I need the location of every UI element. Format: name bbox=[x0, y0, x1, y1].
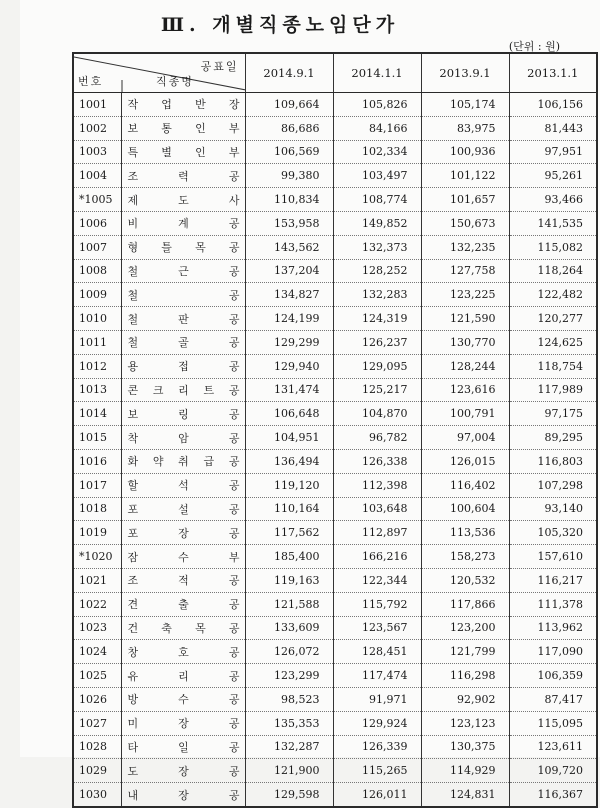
job-name bbox=[121, 664, 245, 688]
job-name bbox=[121, 354, 245, 378]
header-job-name: 직종명 bbox=[156, 75, 194, 88]
page-title: Ⅲ. 개별직종노임단가 bbox=[160, 14, 400, 36]
job-code: 1026 bbox=[73, 687, 121, 711]
job-code: 1029 bbox=[73, 759, 121, 783]
wage-value: 100,604 bbox=[421, 497, 509, 521]
table-row bbox=[73, 592, 597, 616]
job-code: 1016 bbox=[73, 449, 121, 473]
wage-table bbox=[72, 52, 598, 808]
job-code: 1018 bbox=[73, 497, 121, 521]
job-name-text: 방 수 공 bbox=[127, 693, 240, 707]
job-name-text: 건 축 목 공 bbox=[127, 621, 240, 635]
wage-value: 126,072 bbox=[245, 640, 333, 664]
job-code: 1002 bbox=[73, 116, 121, 140]
job-name-text: 미 장 공 bbox=[127, 717, 240, 731]
table-row bbox=[73, 330, 597, 354]
table-row bbox=[73, 354, 597, 378]
table-row bbox=[73, 93, 597, 117]
job-code: 1021 bbox=[73, 568, 121, 592]
wage-value: 115,792 bbox=[333, 592, 421, 616]
job-code: 1024 bbox=[73, 640, 121, 664]
job-name-text: 창 호 공 bbox=[127, 645, 240, 659]
job-name bbox=[121, 449, 245, 473]
job-name bbox=[121, 783, 245, 807]
job-code: 1004 bbox=[73, 164, 121, 188]
wage-value: 107,298 bbox=[509, 473, 597, 497]
wage-value: 117,474 bbox=[333, 664, 421, 688]
job-name bbox=[121, 545, 245, 569]
wage-value: 93,140 bbox=[509, 497, 597, 521]
header-row bbox=[73, 53, 597, 93]
table-row bbox=[73, 783, 597, 807]
wage-value: 132,373 bbox=[333, 235, 421, 259]
wage-value: 114,929 bbox=[421, 759, 509, 783]
wage-value: 96,782 bbox=[333, 426, 421, 450]
wage-value: 143,562 bbox=[245, 235, 333, 259]
job-name-text: 할 석 공 bbox=[127, 479, 240, 493]
wage-value: 83,975 bbox=[421, 116, 509, 140]
wage-value: 108,774 bbox=[333, 188, 421, 212]
table-row bbox=[73, 140, 597, 164]
wage-value: 104,870 bbox=[333, 402, 421, 426]
job-code: 1030 bbox=[73, 783, 121, 807]
job-name bbox=[121, 592, 245, 616]
job-code: *1020 bbox=[73, 545, 121, 569]
wage-value: 102,334 bbox=[333, 140, 421, 164]
job-name-text: 조 적 공 bbox=[127, 574, 240, 588]
wage-value: 136,494 bbox=[245, 449, 333, 473]
job-code: 1007 bbox=[73, 235, 121, 259]
job-name-text: 콘 크 리 트 공 bbox=[127, 383, 240, 397]
wage-value: 116,367 bbox=[509, 783, 597, 807]
wage-value: 141,535 bbox=[509, 211, 597, 235]
job-name bbox=[121, 402, 245, 426]
table-row bbox=[73, 426, 597, 450]
job-name bbox=[121, 687, 245, 711]
job-name-text: 내 장 공 bbox=[127, 788, 240, 802]
job-name-text: 유 리 공 bbox=[127, 669, 240, 683]
job-name bbox=[121, 568, 245, 592]
wage-value: 113,536 bbox=[421, 521, 509, 545]
wage-value: 124,199 bbox=[245, 307, 333, 331]
wage-value: 124,625 bbox=[509, 330, 597, 354]
job-code: 1025 bbox=[73, 664, 121, 688]
job-name-text: 조 력 공 bbox=[127, 169, 240, 183]
wage-value: 133,609 bbox=[245, 616, 333, 640]
wage-value: 115,082 bbox=[509, 235, 597, 259]
wage-value: 127,758 bbox=[421, 259, 509, 283]
job-code: 1003 bbox=[73, 140, 121, 164]
wage-value: 129,940 bbox=[245, 354, 333, 378]
job-code: 1001 bbox=[73, 93, 121, 117]
job-name-text: 도 장 공 bbox=[127, 764, 240, 778]
header-date: 2013.1.1 bbox=[509, 53, 597, 93]
wage-value: 121,590 bbox=[421, 307, 509, 331]
wage-value: 123,611 bbox=[509, 735, 597, 759]
table-row bbox=[73, 116, 597, 140]
table-row bbox=[73, 711, 597, 735]
job-code: 1019 bbox=[73, 521, 121, 545]
job-name-text: 보 링 공 bbox=[127, 407, 240, 421]
wage-value: 126,237 bbox=[333, 330, 421, 354]
table-row bbox=[73, 164, 597, 188]
table-row bbox=[73, 449, 597, 473]
wage-value: 123,299 bbox=[245, 664, 333, 688]
job-name-text: 철 골 공 bbox=[127, 336, 240, 350]
wage-value: 116,217 bbox=[509, 568, 597, 592]
wage-value: 112,398 bbox=[333, 473, 421, 497]
wage-value: 128,252 bbox=[333, 259, 421, 283]
wage-value: 150,673 bbox=[421, 211, 509, 235]
wage-value: 131,474 bbox=[245, 378, 333, 402]
wage-value: 104,951 bbox=[245, 426, 333, 450]
wage-value: 106,569 bbox=[245, 140, 333, 164]
table-row bbox=[73, 188, 597, 212]
wage-value: 113,962 bbox=[509, 616, 597, 640]
job-code: 1010 bbox=[73, 307, 121, 331]
job-code: 1022 bbox=[73, 592, 121, 616]
wage-value: 126,015 bbox=[421, 449, 509, 473]
wage-value: 103,648 bbox=[333, 497, 421, 521]
wage-value: 153,958 bbox=[245, 211, 333, 235]
wage-value: 137,204 bbox=[245, 259, 333, 283]
wage-value: 117,989 bbox=[509, 378, 597, 402]
wage-value: 134,827 bbox=[245, 283, 333, 307]
wage-value: 130,770 bbox=[421, 330, 509, 354]
job-name-text: 철 공 bbox=[127, 288, 240, 302]
table-row bbox=[73, 497, 597, 521]
job-code: 1006 bbox=[73, 211, 121, 235]
wage-value: 89,295 bbox=[509, 426, 597, 450]
wage-value: 93,466 bbox=[509, 188, 597, 212]
job-name-text: 특 별 인 부 bbox=[127, 145, 240, 159]
table-row bbox=[73, 640, 597, 664]
job-code: 1028 bbox=[73, 735, 121, 759]
job-name bbox=[121, 616, 245, 640]
job-code: 1009 bbox=[73, 283, 121, 307]
wage-value: 124,831 bbox=[421, 783, 509, 807]
wage-value: 109,664 bbox=[245, 93, 333, 117]
table-row bbox=[73, 545, 597, 569]
wage-value: 132,287 bbox=[245, 735, 333, 759]
table-row bbox=[73, 616, 597, 640]
job-name bbox=[121, 307, 245, 331]
table-row bbox=[73, 283, 597, 307]
job-name-text: 잠 수 부 bbox=[127, 550, 240, 564]
wage-value: 106,359 bbox=[509, 664, 597, 688]
table-body bbox=[73, 93, 597, 807]
table-row bbox=[73, 402, 597, 426]
job-name-text: 포 설 공 bbox=[127, 502, 240, 516]
wage-value: 132,235 bbox=[421, 235, 509, 259]
header-date: 2013.9.1 bbox=[421, 53, 509, 93]
wage-value: 149,852 bbox=[333, 211, 421, 235]
job-name bbox=[121, 711, 245, 735]
job-name bbox=[121, 521, 245, 545]
wage-value: 105,320 bbox=[509, 521, 597, 545]
wage-value: 86,686 bbox=[245, 116, 333, 140]
job-name-text: 화 약 취 급 공 bbox=[127, 455, 240, 469]
wage-value: 122,344 bbox=[333, 568, 421, 592]
job-name bbox=[121, 188, 245, 212]
job-name bbox=[121, 211, 245, 235]
wage-value: 166,216 bbox=[333, 545, 421, 569]
job-name bbox=[121, 283, 245, 307]
wage-value: 157,610 bbox=[509, 545, 597, 569]
job-code: 1017 bbox=[73, 473, 121, 497]
wage-value: 97,951 bbox=[509, 140, 597, 164]
table-row bbox=[73, 211, 597, 235]
wage-value: 91,971 bbox=[333, 687, 421, 711]
wage-value: 124,319 bbox=[333, 307, 421, 331]
wage-value: 118,754 bbox=[509, 354, 597, 378]
wage-value: 120,277 bbox=[509, 307, 597, 331]
wage-value: 129,598 bbox=[245, 783, 333, 807]
wage-value: 105,826 bbox=[333, 93, 421, 117]
job-name bbox=[121, 140, 245, 164]
document-page bbox=[20, 0, 600, 802]
wage-value: 116,298 bbox=[421, 664, 509, 688]
wage-value: 132,283 bbox=[333, 283, 421, 307]
table-row bbox=[73, 664, 597, 688]
job-name-text: 용 접 공 bbox=[127, 360, 240, 374]
wage-value: 111,378 bbox=[509, 592, 597, 616]
wage-value: 130,375 bbox=[421, 735, 509, 759]
wage-value: 121,588 bbox=[245, 592, 333, 616]
table-row bbox=[73, 521, 597, 545]
wage-value: 126,011 bbox=[333, 783, 421, 807]
table-row bbox=[73, 687, 597, 711]
wage-value: 129,924 bbox=[333, 711, 421, 735]
wage-value: 158,273 bbox=[421, 545, 509, 569]
table-row bbox=[73, 235, 597, 259]
wage-value: 97,004 bbox=[421, 426, 509, 450]
wage-value: 95,261 bbox=[509, 164, 597, 188]
job-name bbox=[121, 473, 245, 497]
header-date: 2014.1.1 bbox=[333, 53, 421, 93]
wage-value: 84,166 bbox=[333, 116, 421, 140]
wage-value: 92,902 bbox=[421, 687, 509, 711]
job-code: 1008 bbox=[73, 259, 121, 283]
job-name bbox=[121, 640, 245, 664]
wage-value: 123,123 bbox=[421, 711, 509, 735]
wage-value: 115,265 bbox=[333, 759, 421, 783]
job-name-text: 작 업 반 장 bbox=[127, 98, 240, 112]
job-code: 1015 bbox=[73, 426, 121, 450]
table-row bbox=[73, 568, 597, 592]
wage-value: 123,567 bbox=[333, 616, 421, 640]
job-code: 1023 bbox=[73, 616, 121, 640]
job-name-text: 제 도 사 bbox=[127, 193, 240, 207]
job-code: 1027 bbox=[73, 711, 121, 735]
wage-value: 122,482 bbox=[509, 283, 597, 307]
wage-value: 123,616 bbox=[421, 378, 509, 402]
job-name-text: 타 일 공 bbox=[127, 740, 240, 754]
job-name bbox=[121, 164, 245, 188]
job-name bbox=[121, 93, 245, 117]
wage-value: 123,225 bbox=[421, 283, 509, 307]
table-row bbox=[73, 259, 597, 283]
wage-value: 128,244 bbox=[421, 354, 509, 378]
wage-value: 101,657 bbox=[421, 188, 509, 212]
wage-value: 99,380 bbox=[245, 164, 333, 188]
wage-value: 100,791 bbox=[421, 402, 509, 426]
table-row bbox=[73, 307, 597, 331]
table-row bbox=[73, 759, 597, 783]
job-code: 1012 bbox=[73, 354, 121, 378]
wage-value: 118,264 bbox=[509, 259, 597, 283]
job-name-text: 착 암 공 bbox=[127, 431, 240, 445]
job-name bbox=[121, 426, 245, 450]
job-name bbox=[121, 378, 245, 402]
wage-value: 98,523 bbox=[245, 687, 333, 711]
wage-value: 97,175 bbox=[509, 402, 597, 426]
wage-value: 105,174 bbox=[421, 93, 509, 117]
wage-value: 117,090 bbox=[509, 640, 597, 664]
job-name bbox=[121, 759, 245, 783]
job-name-text: 철 근 공 bbox=[127, 264, 240, 278]
job-name bbox=[121, 497, 245, 521]
wage-value: 115,095 bbox=[509, 711, 597, 735]
job-code: 1013 bbox=[73, 378, 121, 402]
job-name-text: 보 통 인 부 bbox=[127, 122, 240, 136]
job-name bbox=[121, 330, 245, 354]
wage-value: 129,095 bbox=[333, 354, 421, 378]
wage-value: 87,417 bbox=[509, 687, 597, 711]
job-name bbox=[121, 116, 245, 140]
wage-value: 126,338 bbox=[333, 449, 421, 473]
wage-value: 103,497 bbox=[333, 164, 421, 188]
wage-value: 129,299 bbox=[245, 330, 333, 354]
wage-value: 106,156 bbox=[509, 93, 597, 117]
wage-value: 81,443 bbox=[509, 116, 597, 140]
wage-value: 101,122 bbox=[421, 164, 509, 188]
wage-value: 135,353 bbox=[245, 711, 333, 735]
header-date: 2014.9.1 bbox=[245, 53, 333, 93]
job-name-text: 견 출 공 bbox=[127, 598, 240, 612]
job-name bbox=[121, 259, 245, 283]
wage-value: 185,400 bbox=[245, 545, 333, 569]
wage-value: 121,799 bbox=[421, 640, 509, 664]
job-name bbox=[121, 235, 245, 259]
header-code: 번호 bbox=[78, 75, 104, 88]
table-row bbox=[73, 473, 597, 497]
table-row bbox=[73, 735, 597, 759]
job-name-text: 비 계 공 bbox=[127, 217, 240, 231]
wage-value: 117,562 bbox=[245, 521, 333, 545]
job-code: 1011 bbox=[73, 330, 121, 354]
header-diagonal-cell bbox=[73, 53, 245, 93]
wage-value: 121,900 bbox=[245, 759, 333, 783]
wage-value: 109,720 bbox=[509, 759, 597, 783]
job-name-text: 형 틀 목 공 bbox=[127, 241, 240, 255]
wage-value: 112,897 bbox=[333, 521, 421, 545]
wage-value: 126,339 bbox=[333, 735, 421, 759]
header-announce-date: 공표일 bbox=[200, 60, 239, 73]
unit-note: (단위 : 원) bbox=[508, 40, 560, 53]
job-code: *1005 bbox=[73, 188, 121, 212]
wage-value: 100,936 bbox=[421, 140, 509, 164]
table-row bbox=[73, 378, 597, 402]
wage-value: 117,866 bbox=[421, 592, 509, 616]
wage-value: 128,451 bbox=[333, 640, 421, 664]
wage-value: 119,163 bbox=[245, 568, 333, 592]
wage-value: 106,648 bbox=[245, 402, 333, 426]
wage-value: 110,834 bbox=[245, 188, 333, 212]
wage-value: 116,402 bbox=[421, 473, 509, 497]
wage-value: 119,120 bbox=[245, 473, 333, 497]
job-name-text: 철 판 공 bbox=[127, 312, 240, 326]
wage-value: 120,532 bbox=[421, 568, 509, 592]
wage-value: 123,200 bbox=[421, 616, 509, 640]
job-code: 1014 bbox=[73, 402, 121, 426]
job-name bbox=[121, 735, 245, 759]
wage-value: 116,803 bbox=[509, 449, 597, 473]
wage-value: 125,217 bbox=[333, 378, 421, 402]
wage-value: 110,164 bbox=[245, 497, 333, 521]
job-name-text: 포 장 공 bbox=[127, 526, 240, 540]
